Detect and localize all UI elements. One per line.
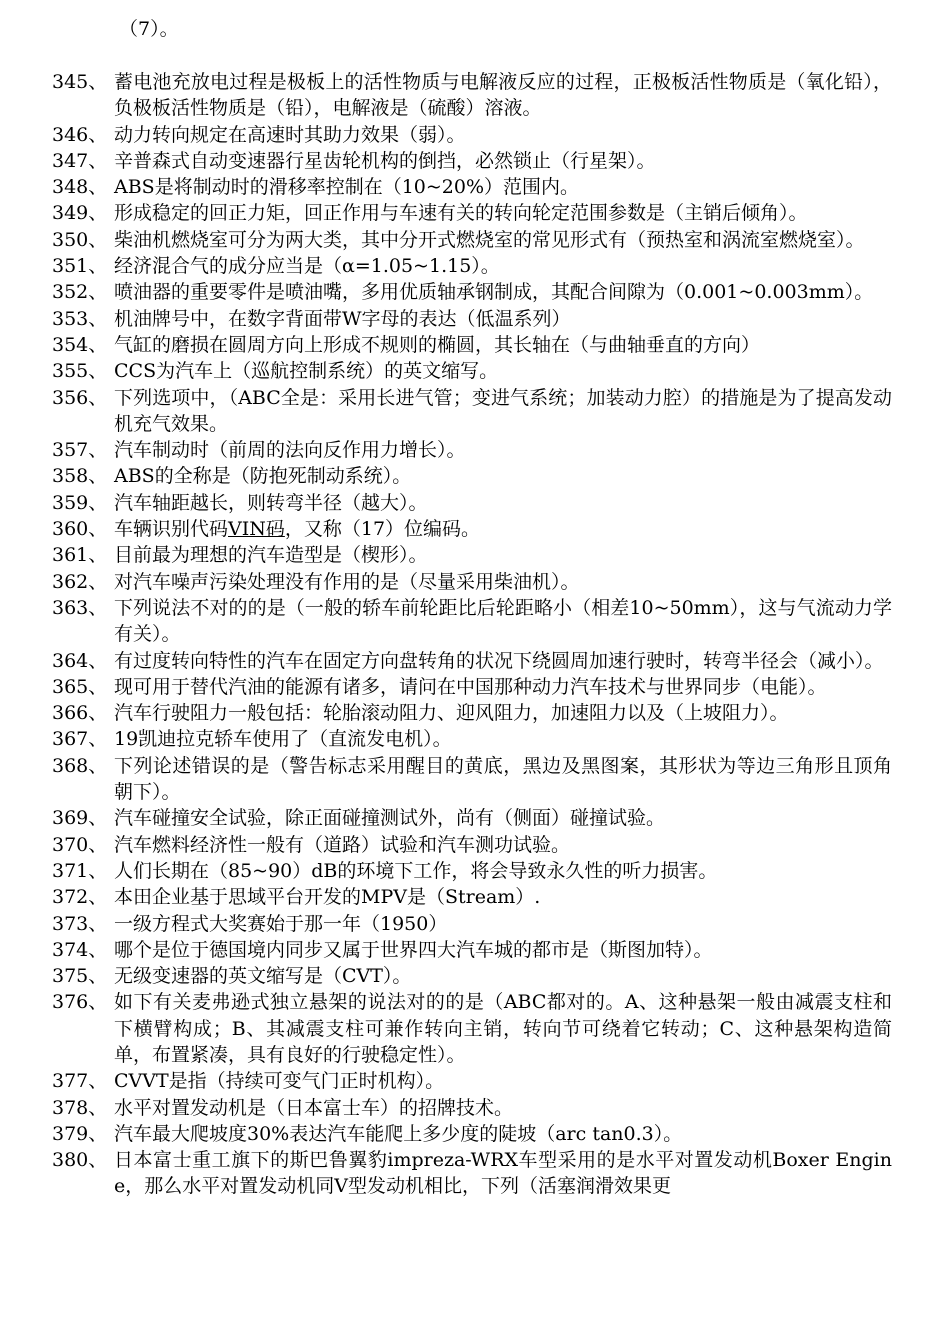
item-number: 374、 (52, 938, 108, 961)
item-text: 机油牌号中，在数字背面带W字母的表达（低温系列） (114, 307, 571, 330)
item-number: 368、 (52, 754, 108, 777)
item-text: ABS是将制动时的滑移率控制在（10~20%）范围内。 (114, 176, 580, 199)
item-number: 354、 (52, 333, 108, 356)
item-text (114, 516, 892, 542)
list-item (52, 227, 892, 253)
item-number: 355、 (52, 360, 108, 383)
list-item (52, 490, 892, 516)
item-number: 360、 (52, 518, 108, 541)
item-number: 376、 (52, 991, 108, 1014)
item-text: 如下有关麦弗逊式独立悬架的说法对的的是（ABC都对的。A、这种悬架一般由减震支柱和下横臂构成；B、其减震支柱可兼作转向主销，转向节可绕着它转动；C、这种悬架构造简单，布置紧凑，具有良好的行驶稳定性）。 (114, 991, 892, 1066)
item-text: 19凯迪拉克轿车使用了（直流发电机）。 (114, 728, 452, 751)
item-number: 347、 (52, 149, 108, 172)
item-text: 人们长期在（85~90）dB的环境下工作，将会导致永久性的听力损害。 (114, 859, 718, 882)
list-item (52, 148, 892, 174)
list-item (52, 279, 892, 305)
item-number: 356、 (52, 386, 108, 409)
item-text: 下列说法不对的的是（一般的轿车前轮距比后轮距略小（相差10~50mm），这与气流动力学有关）。 (114, 596, 892, 646)
list-item (52, 937, 892, 963)
item-text: 汽车最大爬坡度30%表达汽车能爬上多少度的陡坡（arc tan0.3）。 (114, 1122, 683, 1145)
item-number: 377、 (52, 1070, 108, 1093)
item-text: 气缸的磨损在圆周方向上形成不规则的椭圆，其长轴在（与曲轴垂直的方向） (114, 333, 761, 356)
item-number: 372、 (52, 886, 108, 909)
item-text: 汽车轴距越长，则转弯半径（越大）。 (114, 491, 428, 514)
item-text: CVVT是指（持续可变气门正时机构）。 (114, 1070, 445, 1093)
item-text: 蓄电池充放电过程是极板上的活性物质与电解液反应的过程，正极板活性物质是（氧化铅），负极板活性物质是（铅），电解液是（硫酸）溶液。 (114, 71, 892, 120)
list-item (52, 542, 892, 568)
item-number: 349、 (52, 202, 108, 225)
underlined-term: VIN码 (228, 518, 285, 541)
list-item (52, 726, 892, 752)
item-number: 346、 (52, 123, 108, 146)
item-text: 喷油器的重要零件是喷油嘴，多用优质轴承钢制成，其配合间隙为（0.001~0.003mm）。 (114, 281, 874, 304)
list-item (52, 1095, 892, 1121)
item-number: 378、 (52, 1096, 108, 1119)
item-number: 370、 (52, 833, 108, 856)
item-number: 357、 (52, 439, 108, 462)
list-item (52, 1121, 892, 1147)
item-number: 358、 (52, 465, 108, 488)
item-text: 有过度转向特性的汽车在固定方向盘转角的状况下绕圆周加速行驶时，转弯半径会（减小）。 (114, 649, 884, 672)
item-text: 下列论述错误的是（警告标志采用醒目的黄底，黑边及黑图案，其形状为等边三角形且顶角朝下）。 (114, 754, 892, 804)
list-item (52, 911, 892, 937)
item-number: 348、 (52, 176, 108, 199)
list-item (52, 306, 892, 332)
list-item (52, 253, 892, 279)
list-item (52, 358, 892, 384)
list-item (52, 200, 892, 226)
item-number: 369、 (52, 807, 108, 830)
item-number: 352、 (52, 281, 108, 304)
item-text: ABS的全称是（防抱死制动系统）。 (114, 465, 412, 488)
item-text: 对汽车噪声污染处理没有作用的是（尽量采用柴油机）。 (114, 570, 580, 593)
item-text-part: 车辆识别代码 (114, 518, 229, 541)
item-text: 哪个是位于德国境内同步又属于世界四大汽车城的都市是（斯图加特）。 (114, 938, 713, 961)
list-item (52, 963, 892, 989)
item-number: 353、 (52, 307, 108, 330)
item-text: 柴油机燃烧室可分为两大类，其中分开式燃烧室的常见形式有（预热室和涡流室燃烧室）。 (114, 228, 865, 251)
list-item (52, 884, 892, 910)
list-item (52, 648, 892, 674)
list-item (52, 437, 892, 463)
list-item (52, 569, 892, 595)
item-text: 汽车碰撞安全试验，除正面碰撞测试外，尚有（侧面）碰撞试验。 (114, 807, 666, 830)
item-number: 373、 (52, 912, 108, 935)
item-text: 一级方程式大奖赛始于那一年（1950） (114, 912, 448, 935)
item-text: 下列选项中，（ABC全是：采用长进气管；变进气系统；加装动力腔）的措施是为了提高发动机充气效果。 (114, 386, 892, 435)
item-number: 359、 (52, 491, 108, 514)
item-number: 345、 (52, 71, 108, 93)
item-text: 目前最为理想的汽车造型是（楔形）。 (114, 544, 428, 567)
list-item (52, 463, 892, 489)
item-number: 375、 (52, 965, 108, 988)
list-item (52, 516, 892, 542)
item-text: 形成稳定的回正力矩，回正作用与车速有关的转向轮定范围参数是（主销后倾角）。 (114, 202, 808, 225)
item-text: 现可用于替代汽油的能源有诸多，请问在中国那种动力汽车技术与世界同步（电能）。 (114, 675, 827, 698)
list-item (52, 832, 892, 858)
preface-text: （7）。 (119, 18, 179, 40)
item-number: 363、 (52, 596, 108, 619)
item-text: 日本富士重工旗下的斯巴鲁翼豹impreza-WRX车型采用的是水平对置发动机Boxer Engine，那么水平对置发动机同V型发动机相比，下列（活塞润滑效果更 (114, 1149, 892, 1198)
item-text: CCS为汽车上（巡航控制系统）的英文缩写。 (114, 360, 499, 383)
item-number: 379、 (52, 1122, 108, 1145)
item-text: 汽车行驶阻力一般包括：轮胎滚动阻力、迎风阻力，加速阻力以及（上坡阻力）。 (114, 702, 789, 725)
item-text: 汽车燃料经济性一般有（道路）试验和汽车测功试验。 (114, 833, 571, 856)
item-text: 辛普森式自动变速器行星齿轮机构的倒挡，必然锁止（行星架）。 (114, 149, 656, 172)
item-number: 361、 (52, 544, 108, 567)
list-item (52, 595, 892, 648)
list-item (52, 332, 892, 358)
item-number: 380、 (52, 1149, 108, 1172)
item-text: 动力转向规定在高速时其助力效果（弱）。 (114, 123, 466, 146)
list-item (52, 69, 892, 122)
item-number: 350、 (52, 228, 108, 251)
item-number: 351、 (52, 255, 108, 278)
list-item (52, 805, 892, 831)
item-number: 367、 (52, 728, 108, 751)
item-text: 无级变速器的英文缩写是（CVT）。 (114, 965, 412, 988)
list-item (52, 674, 892, 700)
list-item (52, 989, 892, 1068)
qa-list (52, 69, 892, 1200)
item-text: 经济混合气的成分应当是（α=1.05~1.15）。 (114, 255, 500, 278)
item-text-part: ，又称（17）位编码。 (284, 518, 481, 541)
item-number: 362、 (52, 570, 108, 593)
list-item (52, 858, 892, 884)
list-item (52, 174, 892, 200)
list-item (52, 122, 892, 148)
list-item (52, 700, 892, 726)
item-number: 365、 (52, 675, 108, 698)
list-item (52, 1147, 892, 1200)
item-number: 371、 (52, 859, 108, 882)
item-text: 水平对置发动机是（日本富士车）的招牌技术。 (114, 1096, 514, 1119)
item-number: 364、 (52, 649, 108, 672)
item-number: 366、 (52, 702, 108, 725)
list-item (52, 385, 892, 438)
item-text: 本田企业基于思域平台开发的MPV是（Stream）. (114, 886, 541, 909)
list-item (52, 1068, 892, 1094)
item-text: 汽车制动时（前周的法向反作用力增长）。 (114, 439, 466, 462)
list-item (52, 753, 892, 806)
